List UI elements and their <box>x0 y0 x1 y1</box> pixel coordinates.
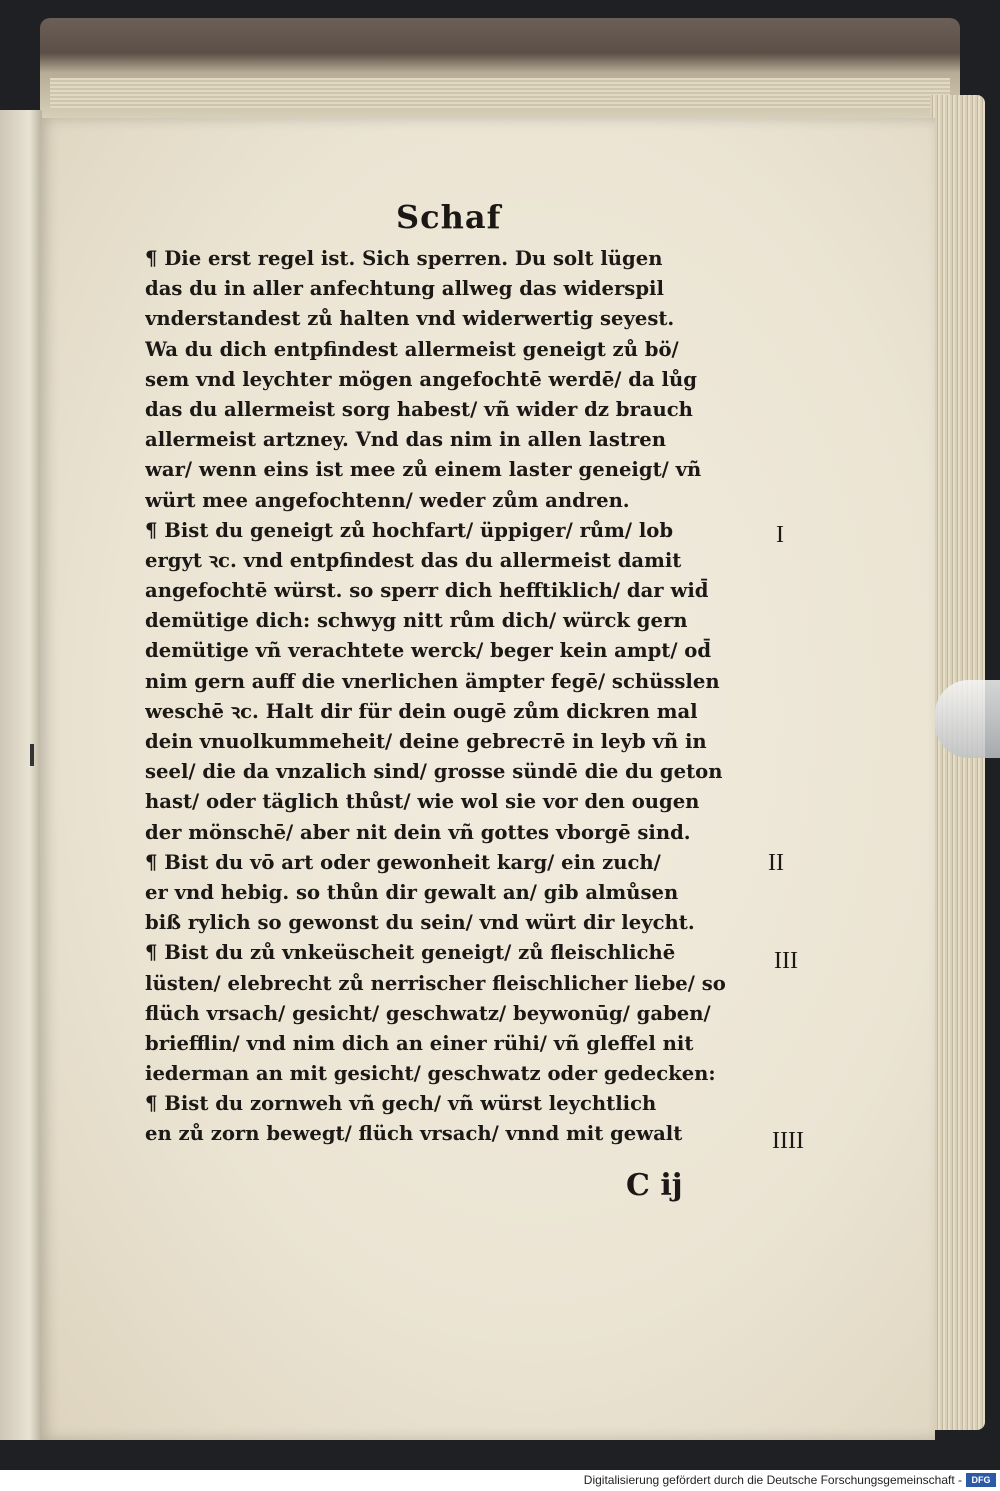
body-text <box>145 244 755 1150</box>
text-line: ¶ Bist du geneigt zů hochfart/ üppiger/ rům/ lob <box>145 518 674 542</box>
text-line: das du in aller anfechtung allweg das widerspil <box>145 277 664 301</box>
left-page-edge <box>0 110 42 1440</box>
text-line: weschē ꝛc. Halt dir für dein ougē zům dickren mal <box>145 699 698 723</box>
text-line: sem vnd leychter mögen angefochtē werdē/ da lůg <box>145 367 697 391</box>
text-line: ¶ Bist du zů vnkeüscheit geneigt/ zů fleischlichē <box>145 941 676 965</box>
text-line: briefflin/ vnd nim dich an einer rühi/ vñ gleffel nit <box>145 1031 694 1055</box>
text-line: ergyt ꝛc. vnd entpfindest das du allermeist damit <box>145 548 682 572</box>
text-line: hast/ oder täglich thůst/ wie wol sie vor den ougen <box>145 790 700 814</box>
text-line: demütige dich: schwyg nitt rům dich/ würck gern <box>145 609 688 633</box>
text-line: iederman an mit gesicht/ geschwatz oder gedecken: <box>145 1062 716 1086</box>
gutter-mark <box>30 744 34 766</box>
text-line: flüch vrsach/ gesicht/ geschwatz/ beywonūg/ gaben/ <box>145 1001 711 1025</box>
text-line: seel/ die da vnzalich sind/ grosse sündē die du geton <box>145 760 723 784</box>
book-top-edge <box>40 18 960 118</box>
text-line: nim gern auff die vnerlichen ämpter fegē/ schüsslen <box>145 669 720 693</box>
text-line: lüsten/ elebrecht zů nerrischer fleischlicher liebe/ so <box>145 971 726 995</box>
text-line: ¶ Bist du vō art oder gewonheit karg/ ein zuch/ <box>145 850 661 874</box>
text-line: angefochtē würst. so sperr dich hefftiklich/ dar wid̄ <box>145 579 709 603</box>
text-line: en zů zorn bewegt/ flüch vrsach/ vnnd mit gewalt <box>145 1122 683 1146</box>
margin-numeral: IIII <box>772 1128 804 1154</box>
margin-numeral: III <box>774 948 798 974</box>
margin-numeral: II <box>768 850 784 876</box>
signature-mark: C ij <box>626 1168 683 1203</box>
text-line: ¶ Bist du zornweh vñ gech/ vñ würst leychtlich <box>145 1092 657 1116</box>
text-line: war/ wenn eins ist mee zů einem laster geneigt/ vñ <box>145 458 702 482</box>
text-line: demütige vñ verachtete werck/ beger kein ampt/ od̄ <box>145 639 712 663</box>
text-line: dein vnuolkummeheit/ deine gebreстē in leyb vñ in <box>145 730 707 753</box>
text-line: allermeist artzney. Vnd das nim in allen lastren <box>145 428 666 452</box>
text-line: er vnd hebig. so thůn dir gewalt an/ gib almůsen <box>145 880 679 904</box>
text-line: ¶ Die erst regel ist. Sich sperren. Du solt lügen <box>145 247 663 270</box>
text-line: würt mee angefochtenn/ weder zům andren. <box>145 488 630 512</box>
text-line: das du allermeist sorg habest/ vñ wider dz brauch <box>145 397 693 421</box>
text-line: der mönschē/ aber nit dein vñ gottes vborgē sind. <box>145 820 691 844</box>
dfg-logo: DFG <box>966 1473 996 1487</box>
margin-numeral: I <box>776 522 784 548</box>
page-clip <box>935 680 1000 758</box>
text-line: Wa du dich entpfindest allermeist geneigt zů bö/ <box>145 337 679 361</box>
text-line: biß rylich so gewonst du sein/ vnd würt dir leycht. <box>145 911 695 935</box>
text-line: vnderstandest zů halten vnd widerwertig seyest. <box>145 307 675 331</box>
funding-credit: Digitalisierung gefördert durch die Deutsche Forschungsgemeinschaft - <box>583 1473 962 1487</box>
page-fore-edge <box>930 95 985 1430</box>
running-header: Schaf <box>396 198 502 236</box>
footer-bar <box>0 1470 1000 1491</box>
